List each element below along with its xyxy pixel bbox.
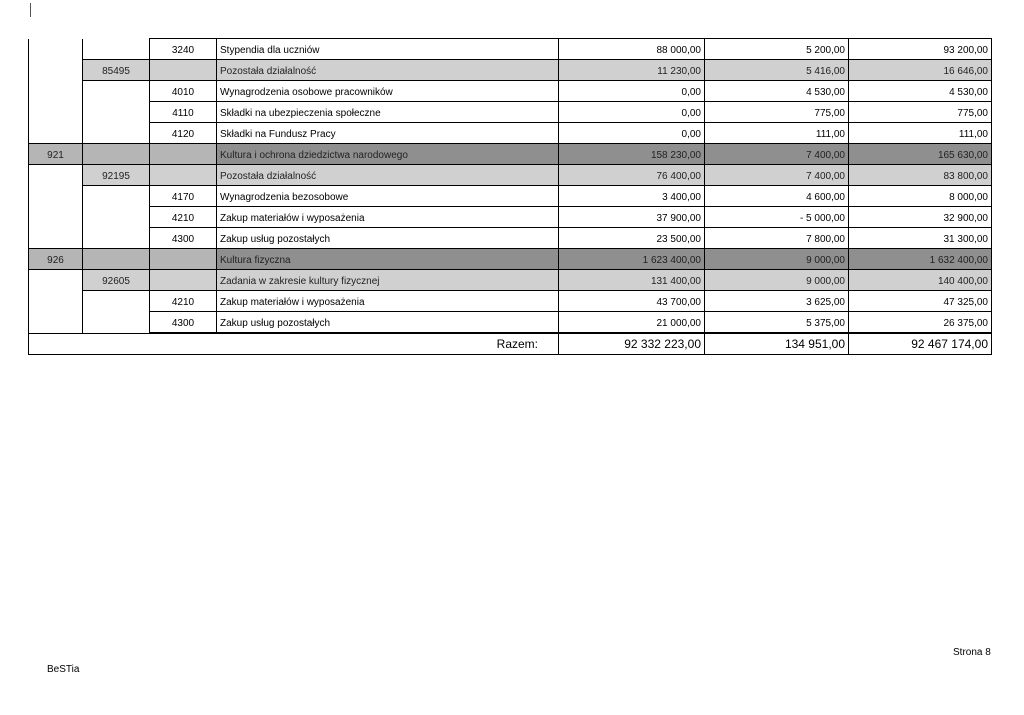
budget-table-body xyxy=(29,39,992,333)
after-change-cell: 31 300,00 xyxy=(849,228,992,249)
paragraf-cell: 4120 xyxy=(150,123,217,144)
paragraf-cell xyxy=(150,144,217,165)
rozdzial-cell xyxy=(83,228,150,249)
rozdzial-cell xyxy=(83,312,150,333)
rozdzial-cell xyxy=(83,291,150,312)
after-change-cell: 775,00 xyxy=(849,102,992,123)
total-after-change: 92 467 174,00 xyxy=(849,334,992,355)
table-row xyxy=(29,270,992,291)
name-cell: Zakup usług pozostałych xyxy=(217,228,559,249)
total-row xyxy=(29,334,992,355)
paragraf-cell: 4170 xyxy=(150,186,217,207)
change-cell: 9 000,00 xyxy=(705,270,849,291)
plan-cell: 88 000,00 xyxy=(559,39,705,60)
change-cell: 7 400,00 xyxy=(705,165,849,186)
dzial-cell xyxy=(29,81,83,102)
name-cell: Składki na Fundusz Pracy xyxy=(217,123,559,144)
table-row xyxy=(29,102,992,123)
plan-cell: 21 000,00 xyxy=(559,312,705,333)
table-row xyxy=(29,165,992,186)
name-cell: Składki na ubezpieczenia społeczne xyxy=(217,102,559,123)
rozdzial-cell: 92195 xyxy=(83,165,150,186)
budget-table xyxy=(28,38,992,333)
dzial-cell xyxy=(29,228,83,249)
change-cell: 4 600,00 xyxy=(705,186,849,207)
rozdzial-cell xyxy=(83,207,150,228)
total-change: 134 951,00 xyxy=(705,334,849,355)
table-row xyxy=(29,60,992,81)
paragraf-cell: 4210 xyxy=(150,207,217,228)
rozdzial-cell xyxy=(83,249,150,270)
plan-cell: 37 900,00 xyxy=(559,207,705,228)
table-row xyxy=(29,249,992,270)
after-change-cell: 140 400,00 xyxy=(849,270,992,291)
plan-cell: 131 400,00 xyxy=(559,270,705,291)
change-cell: 7 800,00 xyxy=(705,228,849,249)
dzial-cell xyxy=(29,312,83,333)
name-cell: Stypendia dla uczniów xyxy=(217,39,559,60)
name-cell: Zakup materiałów i wyposażenia xyxy=(217,291,559,312)
plan-cell: 23 500,00 xyxy=(559,228,705,249)
after-change-cell: 32 900,00 xyxy=(849,207,992,228)
rozdzial-cell xyxy=(83,39,150,60)
footer-page-number: Strona 8 xyxy=(953,647,991,658)
table-row xyxy=(29,207,992,228)
table-row xyxy=(29,186,992,207)
table-row xyxy=(29,39,992,60)
paragraf-cell xyxy=(150,270,217,291)
after-change-cell: 165 630,00 xyxy=(849,144,992,165)
rozdzial-cell xyxy=(83,186,150,207)
name-cell: Wynagrodzenia osobowe pracowników xyxy=(217,81,559,102)
plan-cell: 43 700,00 xyxy=(559,291,705,312)
after-change-cell: 1 632 400,00 xyxy=(849,249,992,270)
name-cell: Zadania w zakresie kultury fizycznej xyxy=(217,270,559,291)
dzial-cell xyxy=(29,270,83,291)
rozdzial-cell: 85495 xyxy=(83,60,150,81)
dzial-cell: 921 xyxy=(29,144,83,165)
after-change-cell: 4 530,00 xyxy=(849,81,992,102)
total-label: Razem: xyxy=(29,334,559,355)
plan-cell: 0,00 xyxy=(559,81,705,102)
name-cell: Pozostała działalność xyxy=(217,165,559,186)
after-change-cell: 47 325,00 xyxy=(849,291,992,312)
change-cell: 9 000,00 xyxy=(705,249,849,270)
dzial-cell xyxy=(29,207,83,228)
plan-cell: 3 400,00 xyxy=(559,186,705,207)
dzial-cell: 926 xyxy=(29,249,83,270)
after-change-cell: 16 646,00 xyxy=(849,60,992,81)
scan-mark xyxy=(30,3,31,17)
plan-cell: 158 230,00 xyxy=(559,144,705,165)
table-row xyxy=(29,81,992,102)
change-cell: 775,00 xyxy=(705,102,849,123)
paragraf-cell xyxy=(150,165,217,186)
after-change-cell: 26 375,00 xyxy=(849,312,992,333)
dzial-cell xyxy=(29,291,83,312)
plan-cell: 0,00 xyxy=(559,102,705,123)
change-cell: 5 375,00 xyxy=(705,312,849,333)
after-change-cell: 93 200,00 xyxy=(849,39,992,60)
dzial-cell xyxy=(29,102,83,123)
paragraf-cell: 3240 xyxy=(150,39,217,60)
table-row xyxy=(29,228,992,249)
change-cell: 5 416,00 xyxy=(705,60,849,81)
name-cell: Zakup usług pozostałych xyxy=(217,312,559,333)
total-plan: 92 332 223,00 xyxy=(559,334,705,355)
rozdzial-cell xyxy=(83,102,150,123)
dzial-cell xyxy=(29,123,83,144)
footer-author: BeSTia xyxy=(47,664,80,675)
name-cell: Pozostała działalność xyxy=(217,60,559,81)
plan-cell: 0,00 xyxy=(559,123,705,144)
name-cell: Zakup materiałów i wyposażenia xyxy=(217,207,559,228)
dzial-cell xyxy=(29,60,83,81)
change-cell: 7 400,00 xyxy=(705,144,849,165)
paragraf-cell xyxy=(150,60,217,81)
paragraf-cell: 4110 xyxy=(150,102,217,123)
change-cell: - 5 000,00 xyxy=(705,207,849,228)
rozdzial-cell xyxy=(83,81,150,102)
name-cell: Kultura fizyczna xyxy=(217,249,559,270)
after-change-cell: 8 000,00 xyxy=(849,186,992,207)
table-row xyxy=(29,291,992,312)
dzial-cell xyxy=(29,165,83,186)
name-cell: Wynagrodzenia bezosobowe xyxy=(217,186,559,207)
change-cell: 3 625,00 xyxy=(705,291,849,312)
change-cell: 111,00 xyxy=(705,123,849,144)
paragraf-cell xyxy=(150,249,217,270)
name-cell: Kultura i ochrona dziedzictwa narodowego xyxy=(217,144,559,165)
dzial-cell xyxy=(29,39,83,60)
change-cell: 4 530,00 xyxy=(705,81,849,102)
plan-cell: 1 623 400,00 xyxy=(559,249,705,270)
paragraf-cell: 4210 xyxy=(150,291,217,312)
rozdzial-cell xyxy=(83,123,150,144)
paragraf-cell: 4300 xyxy=(150,312,217,333)
after-change-cell: 83 800,00 xyxy=(849,165,992,186)
plan-cell: 11 230,00 xyxy=(559,60,705,81)
rozdzial-cell xyxy=(83,144,150,165)
dzial-cell xyxy=(29,186,83,207)
paragraf-cell: 4300 xyxy=(150,228,217,249)
table-row xyxy=(29,312,992,333)
total-table xyxy=(28,333,992,355)
table-row xyxy=(29,144,992,165)
rozdzial-cell: 92605 xyxy=(83,270,150,291)
plan-cell: 76 400,00 xyxy=(559,165,705,186)
after-change-cell: 111,00 xyxy=(849,123,992,144)
table-row xyxy=(29,123,992,144)
paragraf-cell: 4010 xyxy=(150,81,217,102)
change-cell: 5 200,00 xyxy=(705,39,849,60)
